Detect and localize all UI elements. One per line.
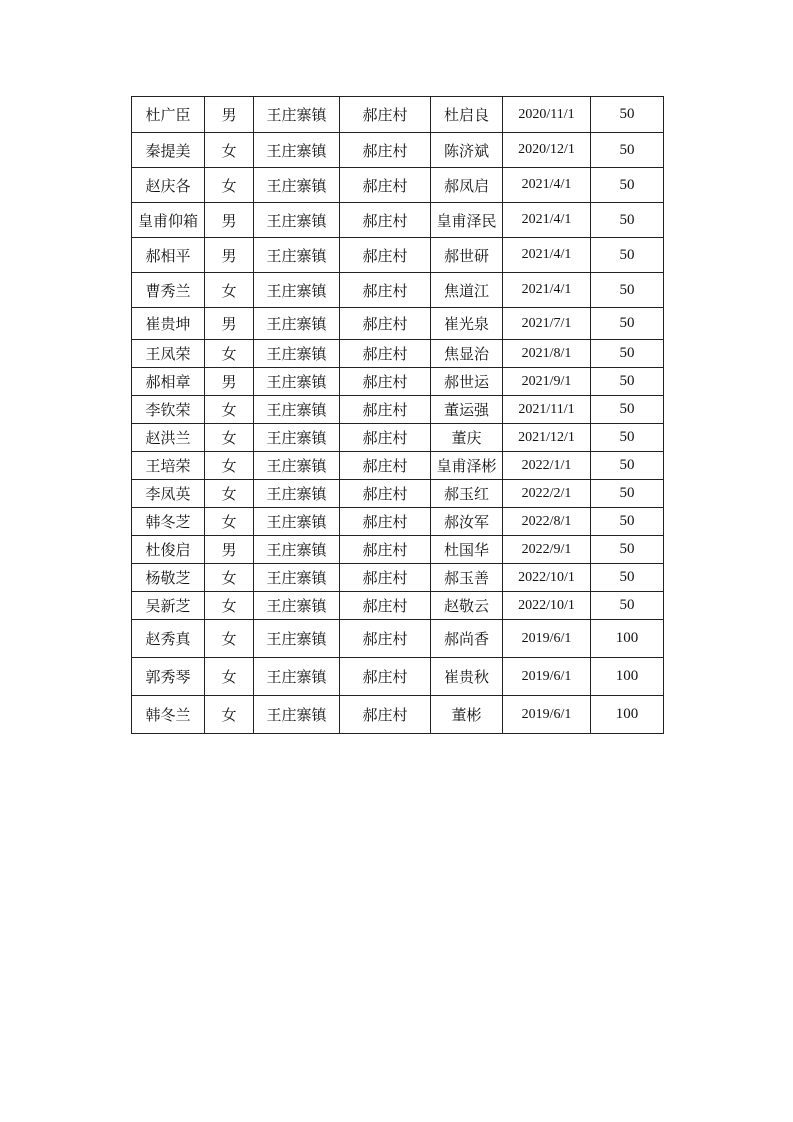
cell-amount: 50 — [591, 133, 664, 168]
cell-contact: 董运强 — [431, 396, 503, 424]
roster-table — [131, 96, 664, 734]
cell-contact: 郝尚香 — [431, 620, 503, 658]
cell-date: 2020/12/1 — [503, 133, 591, 168]
cell-village: 郝庄村 — [340, 97, 431, 133]
cell-name: 杜俊启 — [132, 536, 205, 564]
cell-village: 郝庄村 — [340, 508, 431, 536]
cell-date: 2021/11/1 — [503, 396, 591, 424]
table-row — [132, 168, 664, 203]
cell-village: 郝庄村 — [340, 696, 431, 734]
cell-village: 郝庄村 — [340, 452, 431, 480]
table-row — [132, 424, 664, 452]
table-row — [132, 480, 664, 508]
cell-town: 王庄寨镇 — [254, 620, 340, 658]
cell-name: 韩冬兰 — [132, 696, 205, 734]
cell-amount: 100 — [591, 620, 664, 658]
cell-amount: 50 — [591, 396, 664, 424]
cell-name: 李钦荣 — [132, 396, 205, 424]
cell-town: 王庄寨镇 — [254, 696, 340, 734]
cell-town: 王庄寨镇 — [254, 203, 340, 238]
cell-amount: 50 — [591, 452, 664, 480]
cell-gender: 女 — [205, 340, 254, 368]
cell-gender: 女 — [205, 620, 254, 658]
table-row — [132, 658, 664, 696]
cell-amount: 50 — [591, 368, 664, 396]
cell-gender: 女 — [205, 273, 254, 308]
table-row — [132, 696, 664, 734]
cell-town: 王庄寨镇 — [254, 97, 340, 133]
cell-gender: 男 — [205, 308, 254, 340]
cell-date: 2021/4/1 — [503, 203, 591, 238]
cell-town: 王庄寨镇 — [254, 424, 340, 452]
cell-gender: 女 — [205, 480, 254, 508]
cell-contact: 皇甫泽民 — [431, 203, 503, 238]
cell-gender: 女 — [205, 396, 254, 424]
cell-name: 曹秀兰 — [132, 273, 205, 308]
cell-name: 秦提美 — [132, 133, 205, 168]
cell-town: 王庄寨镇 — [254, 340, 340, 368]
cell-name: 韩冬芝 — [132, 508, 205, 536]
cell-amount: 50 — [591, 508, 664, 536]
table-row — [132, 133, 664, 168]
cell-date: 2019/6/1 — [503, 658, 591, 696]
cell-name: 皇甫仰箱 — [132, 203, 205, 238]
cell-village: 郝庄村 — [340, 480, 431, 508]
cell-town: 王庄寨镇 — [254, 480, 340, 508]
cell-gender: 女 — [205, 508, 254, 536]
cell-amount: 50 — [591, 592, 664, 620]
table-body — [132, 97, 664, 734]
cell-contact: 杜启良 — [431, 97, 503, 133]
cell-amount: 100 — [591, 658, 664, 696]
cell-date: 2019/6/1 — [503, 696, 591, 734]
cell-gender: 女 — [205, 424, 254, 452]
cell-contact: 崔光泉 — [431, 308, 503, 340]
cell-date: 2022/8/1 — [503, 508, 591, 536]
cell-amount: 50 — [591, 536, 664, 564]
cell-contact: 陈济斌 — [431, 133, 503, 168]
cell-gender: 女 — [205, 658, 254, 696]
cell-contact: 崔贵秋 — [431, 658, 503, 696]
cell-town: 王庄寨镇 — [254, 508, 340, 536]
table-row — [132, 238, 664, 273]
cell-date: 2021/9/1 — [503, 368, 591, 396]
cell-name: 杜广臣 — [132, 97, 205, 133]
cell-date: 2021/4/1 — [503, 273, 591, 308]
cell-gender: 女 — [205, 133, 254, 168]
table-row — [132, 536, 664, 564]
cell-gender: 女 — [205, 564, 254, 592]
cell-village: 郝庄村 — [340, 203, 431, 238]
cell-town: 王庄寨镇 — [254, 452, 340, 480]
table-row — [132, 368, 664, 396]
cell-gender: 女 — [205, 696, 254, 734]
cell-town: 王庄寨镇 — [254, 308, 340, 340]
cell-town: 王庄寨镇 — [254, 238, 340, 273]
cell-village: 郝庄村 — [340, 133, 431, 168]
cell-village: 郝庄村 — [340, 620, 431, 658]
cell-contact: 杜国华 — [431, 536, 503, 564]
cell-date: 2019/6/1 — [503, 620, 591, 658]
cell-town: 王庄寨镇 — [254, 368, 340, 396]
table-row — [132, 203, 664, 238]
cell-village: 郝庄村 — [340, 396, 431, 424]
cell-town: 王庄寨镇 — [254, 168, 340, 203]
cell-date: 2022/10/1 — [503, 592, 591, 620]
cell-date: 2022/10/1 — [503, 564, 591, 592]
cell-contact: 焦道江 — [431, 273, 503, 308]
cell-amount: 50 — [591, 238, 664, 273]
cell-contact: 郝世研 — [431, 238, 503, 273]
cell-contact: 董庆 — [431, 424, 503, 452]
cell-date: 2021/12/1 — [503, 424, 591, 452]
cell-town: 王庄寨镇 — [254, 133, 340, 168]
cell-name: 郝相章 — [132, 368, 205, 396]
cell-amount: 50 — [591, 308, 664, 340]
cell-name: 王培荣 — [132, 452, 205, 480]
cell-name: 赵庆各 — [132, 168, 205, 203]
table-row — [132, 564, 664, 592]
cell-gender: 男 — [205, 203, 254, 238]
cell-gender: 男 — [205, 97, 254, 133]
cell-name: 崔贵坤 — [132, 308, 205, 340]
cell-amount: 50 — [591, 168, 664, 203]
cell-amount: 50 — [591, 480, 664, 508]
cell-contact: 皇甫泽彬 — [431, 452, 503, 480]
cell-contact: 郝玉善 — [431, 564, 503, 592]
cell-date: 2022/9/1 — [503, 536, 591, 564]
cell-amount: 50 — [591, 203, 664, 238]
cell-name: 郝相平 — [132, 238, 205, 273]
cell-amount: 50 — [591, 340, 664, 368]
cell-village: 郝庄村 — [340, 368, 431, 396]
cell-amount: 50 — [591, 564, 664, 592]
cell-gender: 男 — [205, 536, 254, 564]
cell-town: 王庄寨镇 — [254, 564, 340, 592]
cell-village: 郝庄村 — [340, 536, 431, 564]
cell-name: 赵洪兰 — [132, 424, 205, 452]
cell-village: 郝庄村 — [340, 592, 431, 620]
cell-village: 郝庄村 — [340, 273, 431, 308]
cell-date: 2021/7/1 — [503, 308, 591, 340]
table-row — [132, 396, 664, 424]
cell-contact: 郝玉红 — [431, 480, 503, 508]
cell-date: 2022/1/1 — [503, 452, 591, 480]
table-row — [132, 620, 664, 658]
cell-gender: 男 — [205, 238, 254, 273]
cell-amount: 50 — [591, 273, 664, 308]
cell-date: 2020/11/1 — [503, 97, 591, 133]
cell-gender: 女 — [205, 592, 254, 620]
cell-town: 王庄寨镇 — [254, 658, 340, 696]
cell-name: 吴新芝 — [132, 592, 205, 620]
cell-village: 郝庄村 — [340, 308, 431, 340]
table-row — [132, 97, 664, 133]
cell-town: 王庄寨镇 — [254, 273, 340, 308]
cell-contact: 郝凤启 — [431, 168, 503, 203]
cell-amount: 50 — [591, 97, 664, 133]
cell-town: 王庄寨镇 — [254, 592, 340, 620]
cell-name: 赵秀真 — [132, 620, 205, 658]
cell-gender: 女 — [205, 452, 254, 480]
table-row — [132, 452, 664, 480]
cell-amount: 100 — [591, 696, 664, 734]
cell-contact: 焦显治 — [431, 340, 503, 368]
cell-village: 郝庄村 — [340, 564, 431, 592]
cell-gender: 女 — [205, 168, 254, 203]
cell-date: 2021/4/1 — [503, 168, 591, 203]
cell-gender: 男 — [205, 368, 254, 396]
cell-village: 郝庄村 — [340, 340, 431, 368]
cell-contact: 董彬 — [431, 696, 503, 734]
cell-town: 王庄寨镇 — [254, 396, 340, 424]
cell-contact: 郝世运 — [431, 368, 503, 396]
table-row — [132, 592, 664, 620]
cell-date: 2022/2/1 — [503, 480, 591, 508]
cell-name: 郭秀琴 — [132, 658, 205, 696]
cell-village: 郝庄村 — [340, 424, 431, 452]
cell-date: 2021/4/1 — [503, 238, 591, 273]
cell-village: 郝庄村 — [340, 658, 431, 696]
table-row — [132, 340, 664, 368]
cell-name: 李凤英 — [132, 480, 205, 508]
cell-contact: 郝汝军 — [431, 508, 503, 536]
cell-contact: 赵敬云 — [431, 592, 503, 620]
cell-town: 王庄寨镇 — [254, 536, 340, 564]
table-row — [132, 508, 664, 536]
cell-village: 郝庄村 — [340, 168, 431, 203]
table-row — [132, 308, 664, 340]
cell-date: 2021/8/1 — [503, 340, 591, 368]
cell-name: 杨敬芝 — [132, 564, 205, 592]
cell-village: 郝庄村 — [340, 238, 431, 273]
cell-amount: 50 — [591, 424, 664, 452]
table-row — [132, 273, 664, 308]
cell-name: 王凤荣 — [132, 340, 205, 368]
